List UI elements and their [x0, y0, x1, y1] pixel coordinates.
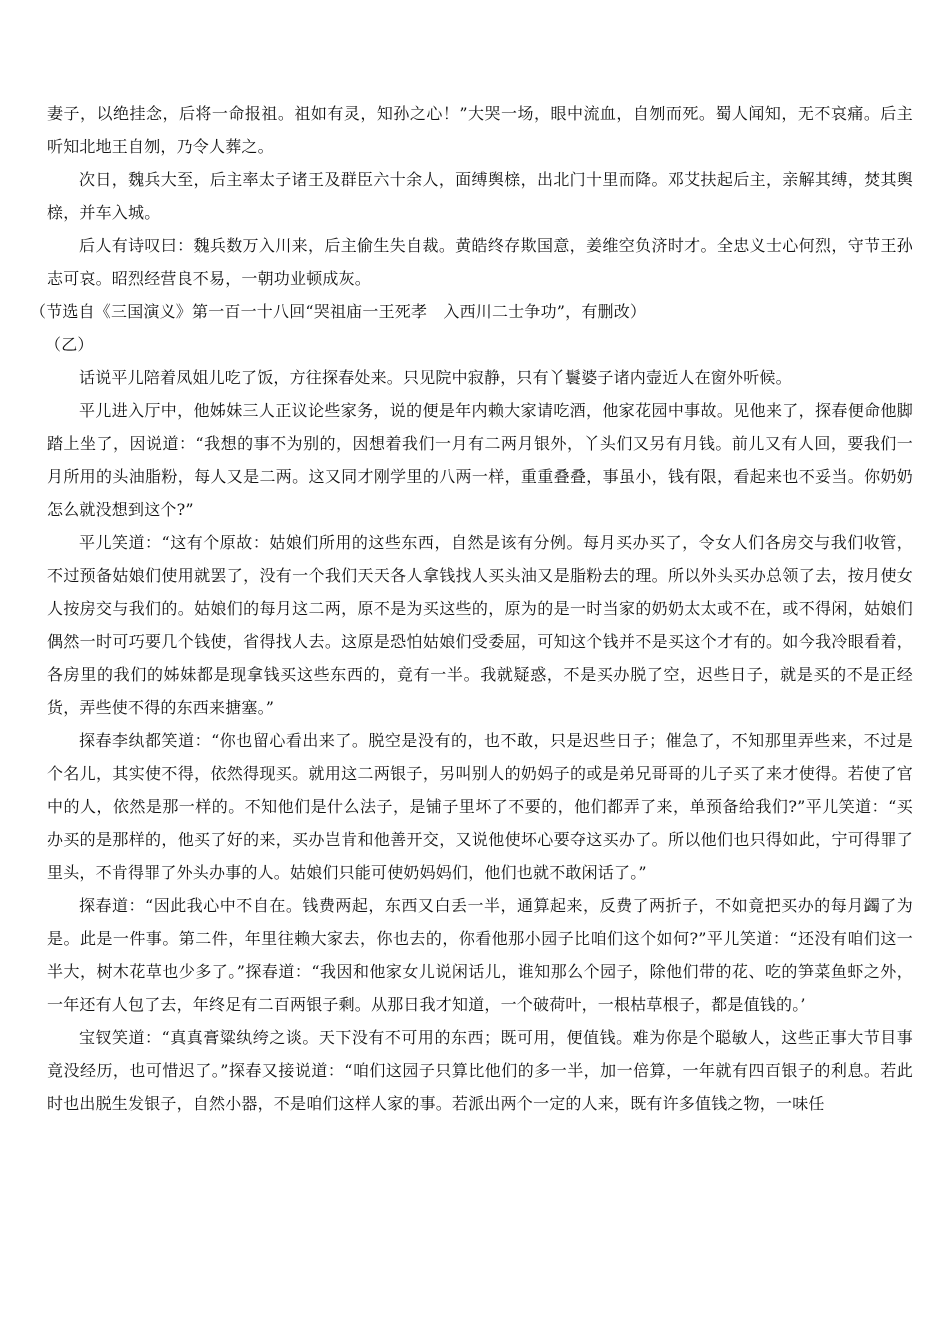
paragraph-b4: 探春李纨都笑道：“你也留心看出来了。脱空是没有的，也不敢，只是迟些日子；催急了，不知那里弄些来，不过是个名儿，其实使不得，依然得现买。就用这二两银子，另叫别人的奶妈子的或是弟兄哥哥的儿子买了来才使得。若使了官中的人，依然是那一样的。不知他们是什么法子，是铺子里坏了不要的，他们都弄了来，单预备给我们?”平儿笑道：“买办买的是那样的，他买了好的来，买办岂肯和他善开交，又说他使坏心要夺这买办了。所以他们也只得如此，宁可得罪了里头，不肯得罪了外头办事的人。姑娘们只能可使奶妈妈们，他们也就不敢闲话了。”	[47, 731, 913, 882]
paragraph-2: 次日，魏兵大至，后主率太子诸王及群臣六十余人，面缚舆榇，出北门十里而降。邓艾扶起后主，亲解其缚，焚其舆榇，并车入城。	[47, 170, 913, 222]
paragraph-3: 后人有诗叹曰：魏兵数万入川来，后主偷生失自裁。黄皓终存欺国意，姜维空负济时才。全忠义士心何烈，守节王孙志可哀。昭烈经营良不易，一朝功业顿成灰。	[47, 236, 913, 288]
paragraph-b1: 话说平儿陪着凤姐儿吃了饭，方往探春处来。只见院中寂静，只有丫鬟婆子诸内壸近人在窗外听候。	[79, 368, 792, 387]
paragraph-b5: 探春道：“因此我心中不自在。钱费两起，东西又白丢一半，通算起来，反费了两折子，不如竟把买办的每月蠲了为是。此是一件事。第二件，年里往赖大家去，你也去的，你看他那小园子比咱们这个如何?”平儿笑道：“还没有咱们这一半大，树木花草也少多了。”探春道：“我因和他家女儿说闲话儿，谁知那么个园子，除他们带的花、吃的笋菜鱼虾之外，一年还有人包了去，年终足有二百两银子剩。从那日我才知道，一个破荷叶，一根枯草根子，都是值钱的。’	[47, 896, 913, 1014]
paragraph-b3: 平儿笑道：“这有个原故：姑娘们所用的这些东西，自然是该有分例。每月买办买了，令女人们各房交与我们收管，不过预备姑娘们使用就罢了，没有一个我们天天各人拿钱找人买头油又是脂粉去的理。所以外头买办总领了去，按月使女人按房交与我们的。姑娘们的每月这二两，原不是为买这些的，原为的是一时当家的奶奶太太或不在，或不得闲，姑娘们偶然一时可巧要几个钱使，省得找人去。这原是恐怕姑娘们受委屈，可知这个钱并不是买这个才有的。如今我冷眼看着，各房里的我们的姊妹都是现拿钱买这些东西的，竟有一半。我就疑惑，不是买办脱了空，迟些日子，就是买的不是正经货，弄些使不得的东西来搪塞。”	[47, 533, 913, 717]
section-label-yi: （乙）	[45, 335, 94, 354]
document-page	[30, 97, 913, 1120]
paragraph-b2: 平儿进入厅中，他姊妹三人正议论些家务，说的便是年内赖大家请吃酒，他家花园中事故。见他来了，探春便命他脚踏上坐了，因说道：“我想的事不为别的，因想着我们一月有二两月银外，丫头们又另有月钱。前儿又有人回，要我们一月所用的头油脂粉，每人又是二两。这又同才刚学里的八两一样，重重叠叠，事虽小，钱有限，看起来也不妥当。你奶奶怎么就没想到这个?”	[47, 401, 913, 519]
source-note: （节选自《三国演义》第一百一十八回“哭祖庙一王死孝 入西川二士争功”，有删改）	[30, 302, 647, 321]
paragraph-1: 妻子，以绝挂念，后将一命报祖。祖如有灵，知孙之心！”大哭一场，眼中流血，自刎而死。蜀人闻知，无不哀痛。后主听知北地王自刎，乃令人葬之。	[47, 104, 913, 156]
paragraph-b6: 宝钗笑道：“真真膏粱纨绔之谈。天下没有不可用的东西；既可用，便值钱。难为你是个聪敏人，这些正事大节目事竟没经历，也可惜迟了。”探春又接说道：“咱们这园子只算比他们的多一半，加一倍算，一年就有四百银子的利息。若此时也出脱生发银子，自然小器，不是咱们这样人家的事。若派出两个一定的人来，既有许多值钱之物，一味任	[47, 1028, 913, 1113]
